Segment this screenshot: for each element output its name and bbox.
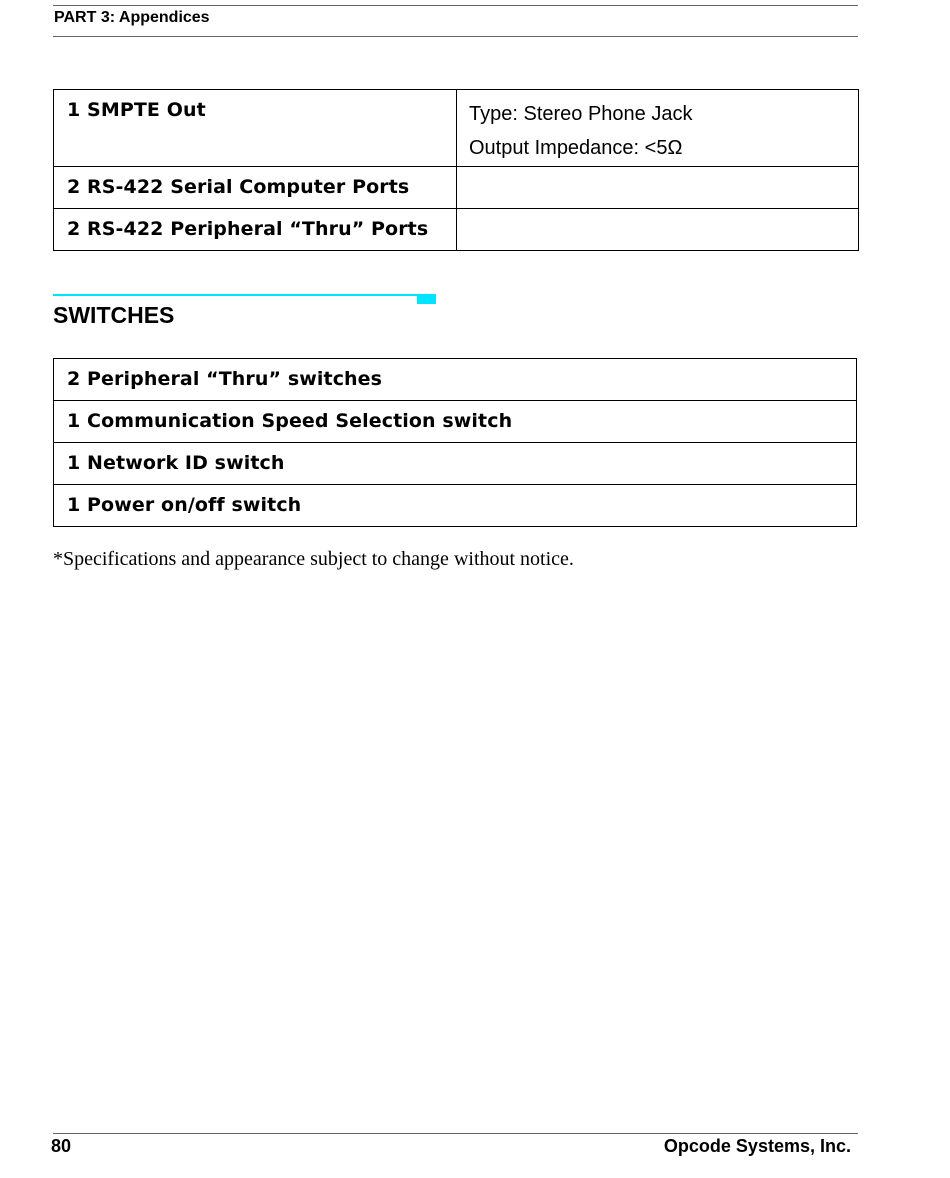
section-accent-tab	[417, 294, 436, 304]
port-detail: Type: Stereo Phone Jack	[469, 103, 693, 125]
table-cell-name	[54, 90, 457, 167]
table-row	[54, 401, 857, 443]
switch-item: 1 Power on/off switch	[67, 494, 302, 516]
switches-table	[53, 358, 857, 527]
switch-item: 1 Communication Speed Selection switch	[67, 410, 513, 432]
port-name: 1 SMPTE Out	[67, 99, 206, 121]
header-top-rule	[53, 5, 858, 6]
footer-company: Opcode Systems, Inc.	[663, 1136, 851, 1156]
running-header-title: PART 3: Appendices	[54, 9, 210, 26]
table-row	[54, 167, 859, 209]
table-cell-name	[54, 167, 457, 209]
port-name: 2 RS-422 Peripheral “Thru” Ports	[67, 218, 429, 240]
port-detail: Output Impedance: <5Ω	[469, 137, 683, 159]
table-row	[54, 485, 857, 527]
section-accent-rule	[53, 294, 417, 296]
table-cell	[54, 401, 857, 443]
port-name: 2 RS-422 Serial Computer Ports	[67, 176, 410, 198]
table-row	[54, 90, 859, 167]
section-heading: SWITCHES	[53, 302, 175, 328]
table-row	[54, 359, 857, 401]
table-cell	[54, 359, 857, 401]
ports-spec-table	[53, 89, 859, 251]
page-number: 80	[51, 1136, 72, 1156]
footer-rule	[53, 1133, 858, 1134]
table-cell	[54, 443, 857, 485]
table-cell-details	[457, 90, 859, 167]
table-cell-details	[457, 209, 859, 251]
footnote: *Specifications and appearance subject to change without notice.	[53, 548, 574, 570]
switch-item: 2 Peripheral “Thru” switches	[67, 368, 383, 390]
table-row	[54, 209, 859, 251]
header-bottom-rule	[53, 36, 858, 37]
table-row	[54, 443, 857, 485]
table-cell-name	[54, 209, 457, 251]
switch-item: 1 Network ID switch	[67, 452, 285, 474]
table-cell-details	[457, 167, 859, 209]
table-cell	[54, 485, 857, 527]
